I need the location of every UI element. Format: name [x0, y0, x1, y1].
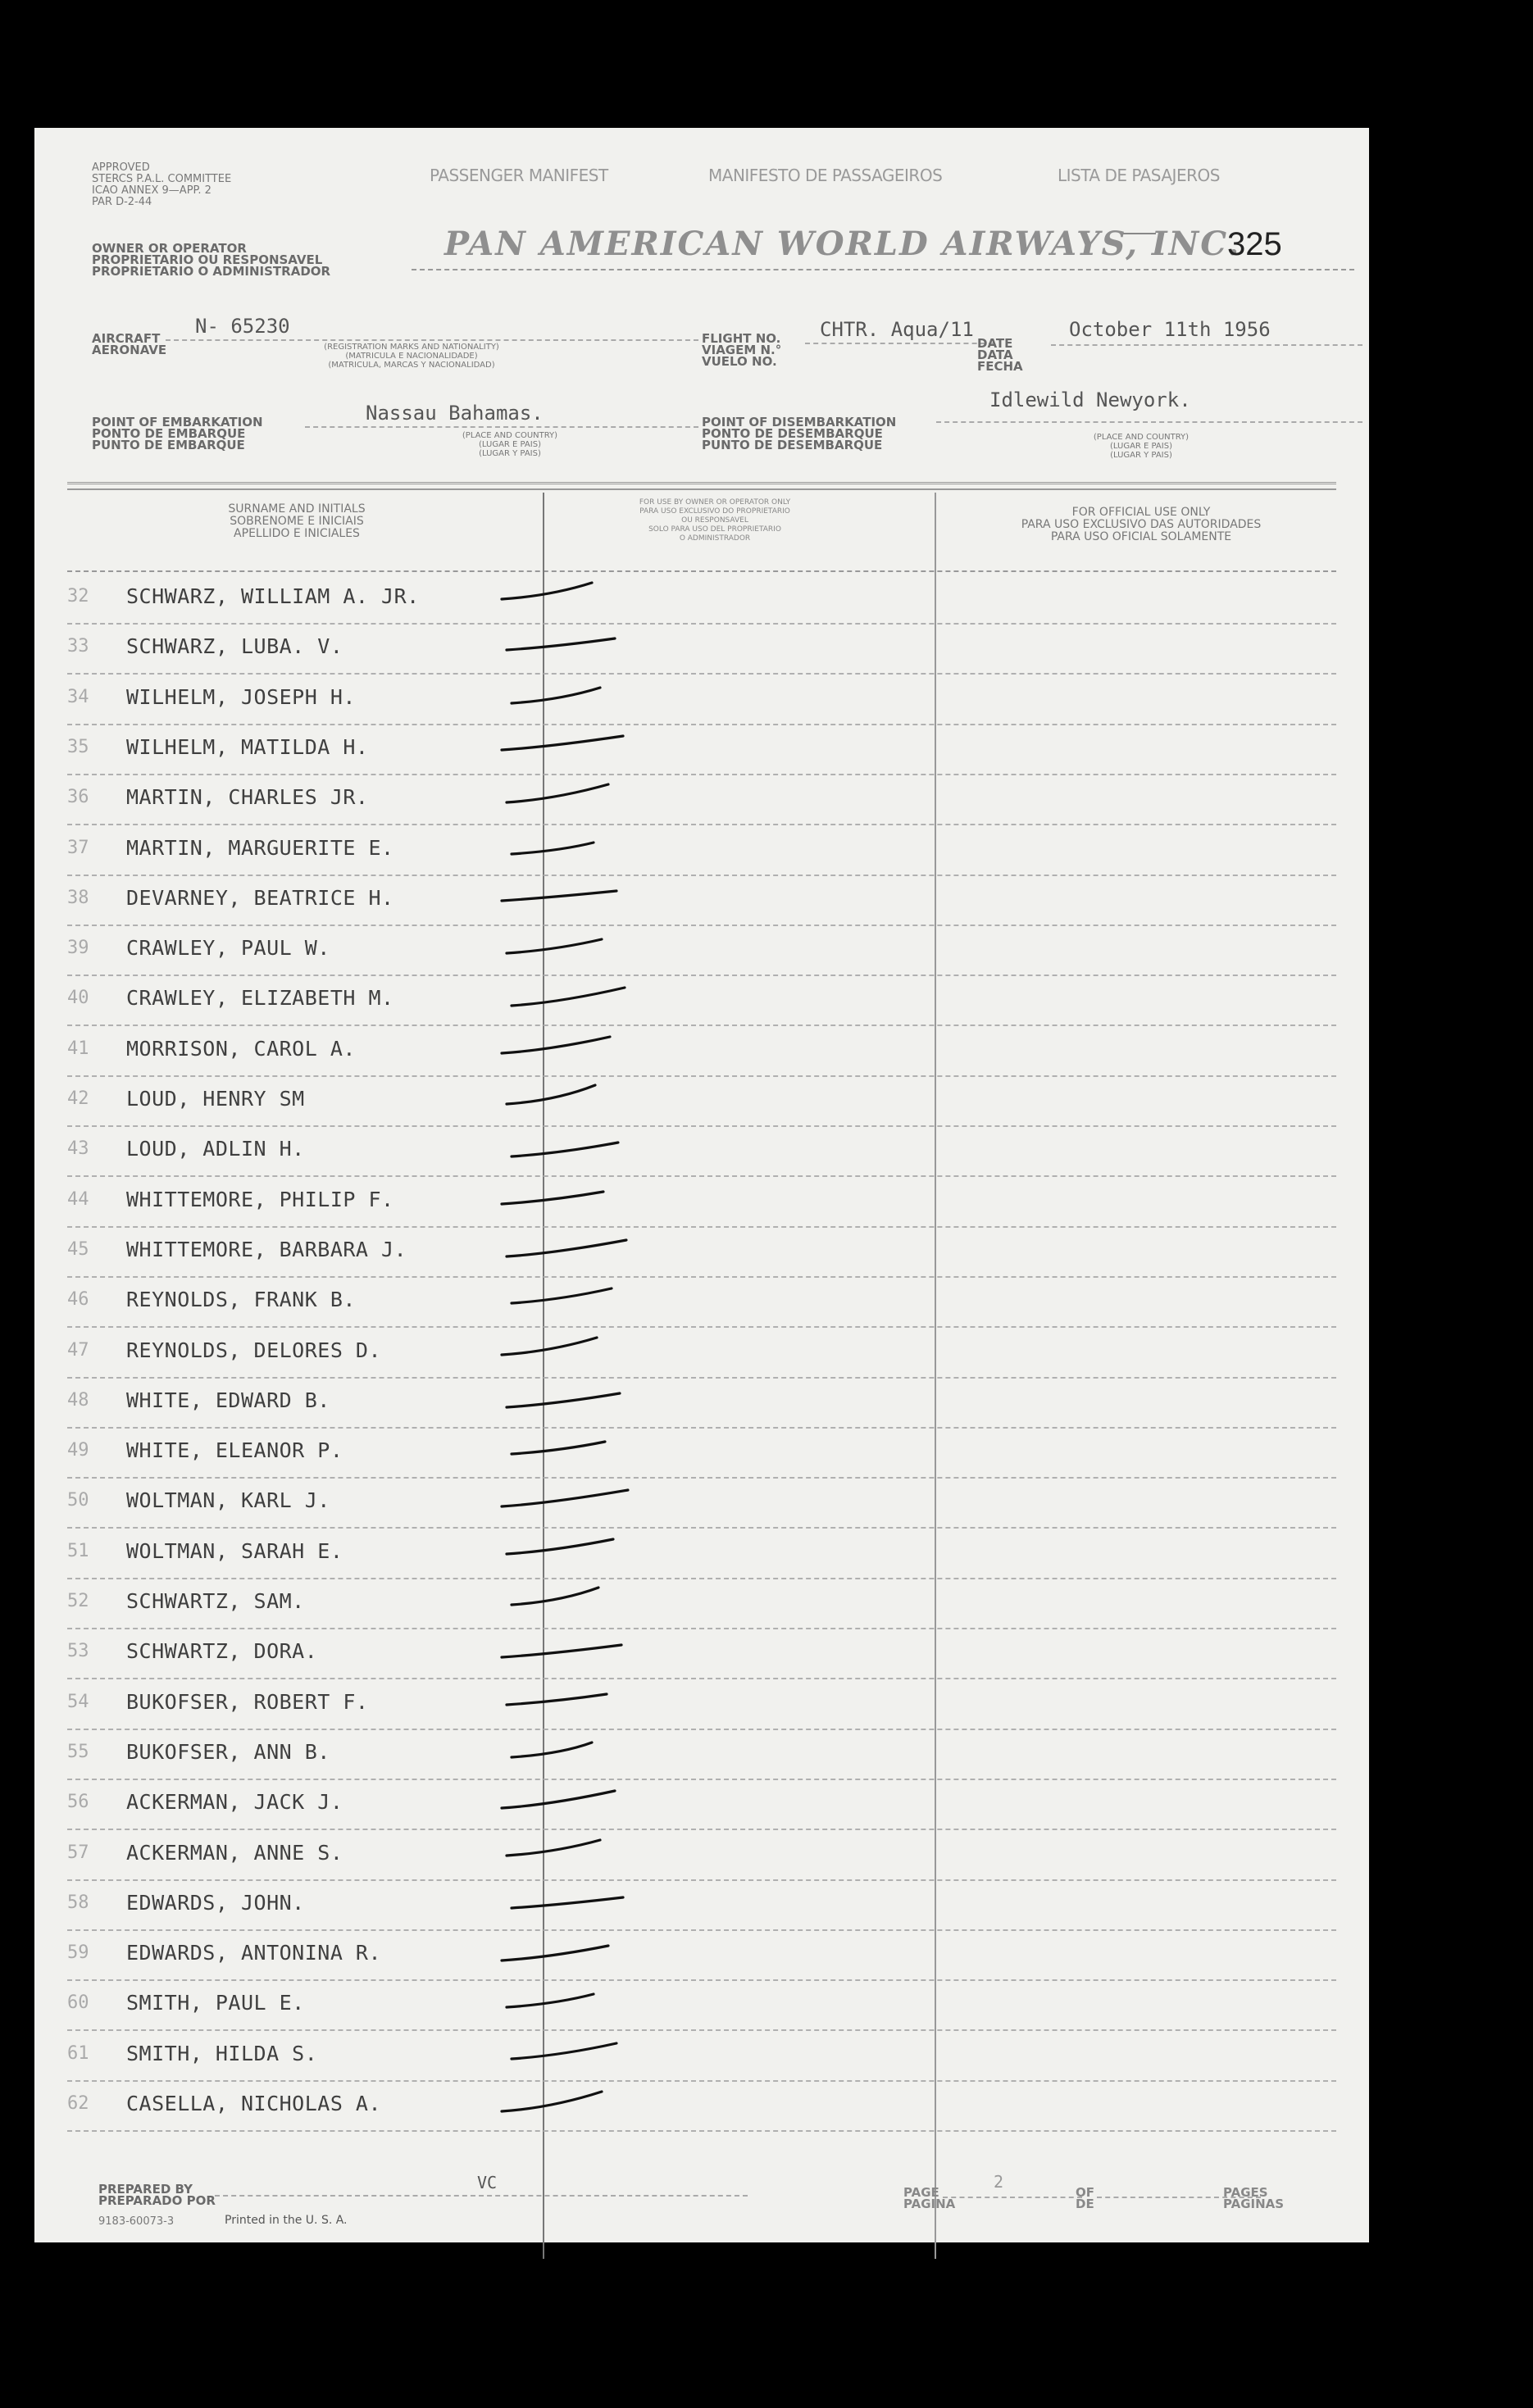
- passenger-name: SCHWARZ, LUBA. V.: [126, 634, 343, 659]
- table-row: [34, 1027, 1369, 1077]
- passenger-name: BUKOFSER, ROBERT F.: [126, 1689, 369, 1714]
- row-number: 39: [67, 938, 89, 959]
- row-number: 47: [67, 1339, 89, 1361]
- date-value: October 11th 1956: [1069, 318, 1271, 341]
- aircraft-caption: (REGISTRATION MARKS AND NATIONALITY) (MATRICULA E NACIONALIDADE) (MATRICULA, MARCAS Y NACIONALIDAD): [324, 343, 499, 370]
- table-row: [34, 876, 1369, 926]
- check-stroke: [512, 1897, 623, 1908]
- row-number: 60: [67, 1992, 89, 2014]
- table-row: [34, 1278, 1369, 1328]
- passenger-name: WOLTMAN, KARL J.: [126, 1488, 330, 1513]
- row-divider: [67, 2130, 1336, 2132]
- check-mark-icon: [494, 1022, 641, 1071]
- table-row: [34, 826, 1369, 876]
- table-row: [34, 1329, 1369, 1379]
- row-number: 38: [67, 887, 89, 908]
- table-row: [34, 1429, 1369, 1479]
- col-owner-header: FOR USE BY OWNER OR OPERATOR ONLY PARA USO EXCLUSIVO DO PROPRIETARIO OU RESPONSAVEL SOLO PARA USO DEL PROPRIETARIO O ADMINISTRADOR: [639, 498, 791, 543]
- approval-block: APPROVED STERCS P.A.L. COMMITTEE ICAO ANNEX 9—APP. 2 PAR D-2-44: [92, 161, 232, 208]
- check-mark-icon: [494, 2027, 641, 2076]
- check-stroke: [512, 1442, 605, 1454]
- passenger-name: SMITH, PAUL E.: [126, 1991, 305, 2015]
- table-row: [34, 1831, 1369, 1881]
- row-number: 58: [67, 1892, 89, 1913]
- check-mark-icon: [494, 1524, 641, 1574]
- passenger-name: MORRISON, CAROL A.: [126, 1036, 356, 1061]
- of-label: OF DE: [1076, 2185, 1094, 2211]
- passenger-name: WHITTEMORE, BARBARA J.: [126, 1237, 407, 1261]
- table-row: [34, 1529, 1369, 1579]
- passenger-name: CRAWLEY, PAUL W.: [126, 936, 330, 961]
- passenger-name: ACKERMAN, ANNE S.: [126, 1840, 343, 1865]
- check-mark-icon: [494, 871, 641, 920]
- check-stroke: [502, 1490, 628, 1506]
- embark-value: Nassau Bahamas.: [366, 402, 544, 425]
- check-stroke: [502, 1645, 621, 1657]
- embark-label: POINT OF EMBARKATION PONTO DE EMBARQUE PUNTO DE EMBARQUE: [92, 415, 263, 452]
- check-mark-icon: [494, 1424, 641, 1473]
- row-number: 46: [67, 1289, 89, 1311]
- table-row: [34, 1579, 1369, 1629]
- disembark-caption: (PLACE AND COUNTRY) (LUGAR E PAIS) (LUGAR Y PAIS): [1093, 433, 1190, 460]
- row-number: 36: [67, 787, 89, 808]
- check-mark-icon: [494, 1624, 641, 1674]
- table-row: [34, 1479, 1369, 1529]
- check-stroke: [512, 843, 594, 854]
- table-row: [34, 575, 1369, 625]
- col-official-header: FOR OFFICIAL USE ONLY PARA USO EXCLUSIVO DAS AUTORIDADES PARA USO OFICIAL SOLAMENTE: [1021, 506, 1262, 543]
- check-mark-icon: [494, 1273, 641, 1322]
- prepared-underline: [215, 2195, 748, 2197]
- check-stroke: [507, 939, 602, 953]
- passenger-name: EDWARDS, ANTONINA R.: [126, 1941, 382, 1965]
- table-top-rule: [67, 482, 1336, 484]
- check-stroke: [512, 1742, 592, 1757]
- check-stroke: [502, 2092, 602, 2111]
- passenger-name: BUKOFSER, ANN B.: [126, 1739, 330, 1764]
- page-underline: [943, 2197, 1082, 2198]
- col-surname-header: SURNAME AND INITIALS SOBRENOME E INICIAIS APELLIDO E INICIALES: [228, 502, 366, 540]
- check-mark-icon: [494, 1122, 641, 1171]
- check-mark-icon: [494, 1725, 641, 1774]
- row-number: 40: [67, 988, 89, 1009]
- table-top-rule-2: [67, 488, 1336, 490]
- row-number: 32: [67, 586, 89, 607]
- passenger-name: EDWARDS, JOHN.: [126, 1890, 305, 1915]
- check-stroke: [507, 1393, 620, 1407]
- check-stroke: [512, 988, 625, 1006]
- passenger-name: REYNOLDS, DELORES D.: [126, 1338, 382, 1362]
- row-number: 59: [67, 1942, 89, 1964]
- table-row: [34, 1881, 1369, 1931]
- check-mark-icon: [494, 720, 641, 770]
- check-mark-icon: [494, 921, 641, 970]
- pages-label: PAGES PAGINAS: [1223, 2185, 1285, 2211]
- table-row: [34, 1680, 1369, 1730]
- check-mark-icon: [494, 1374, 641, 1423]
- aircraft-label: AIRCRAFT AERONAVE: [92, 331, 167, 357]
- row-number: 45: [67, 1238, 89, 1260]
- page-value: 2: [994, 2172, 1004, 2192]
- check-mark-icon: [494, 620, 641, 669]
- title-english: PASSENGER MANIFEST: [430, 166, 608, 185]
- check-stroke: [507, 1085, 595, 1104]
- table-row: [34, 1127, 1369, 1177]
- check-mark-icon: [494, 1474, 641, 1523]
- passenger-name: WOLTMAN, SARAH E.: [126, 1538, 343, 1563]
- passenger-name: SCHWARTZ, DORA.: [126, 1639, 318, 1664]
- check-mark-icon: [494, 1876, 641, 1925]
- table-row: [34, 1178, 1369, 1228]
- company-name: PAN AMERICAN WORLD AIRWAYS, INC.: [444, 225, 1241, 263]
- table-row: [34, 1730, 1369, 1780]
- row-number: 37: [67, 837, 89, 858]
- row-number: 52: [67, 1591, 89, 1611]
- title-spanish: LISTA DE PASAJEROS: [1058, 166, 1220, 185]
- check-stroke: [502, 1946, 608, 1960]
- row-number: 41: [67, 1038, 89, 1059]
- title-portuguese: MANIFESTO DE PASSAGEIROS: [708, 166, 943, 185]
- table-row: [34, 1379, 1369, 1429]
- check-stroke: [507, 1994, 594, 2007]
- check-mark-icon: [494, 1072, 641, 1121]
- check-mark-icon: [494, 821, 641, 870]
- check-mark-icon: [494, 2077, 641, 2126]
- check-mark-icon: [494, 570, 641, 619]
- check-stroke: [507, 1539, 613, 1554]
- passenger-name: WHITTEMORE, PHILIP F.: [126, 1187, 394, 1211]
- check-mark-icon: [494, 971, 641, 1020]
- page-number: 325: [1227, 226, 1282, 262]
- check-mark-icon: [494, 1926, 641, 1975]
- prepared-label: PREPARED BY PREPARADO POR: [98, 2182, 216, 2208]
- check-stroke: [507, 638, 615, 650]
- check-stroke: [507, 1840, 600, 1856]
- table-row: [34, 625, 1369, 675]
- manifest-sheet: [34, 128, 1369, 2242]
- row-number: 56: [67, 1792, 89, 1813]
- check-mark-icon: [494, 1173, 641, 1222]
- passenger-name: MARTIN, MARGUERITE E.: [126, 835, 394, 860]
- check-mark-icon: [494, 1775, 641, 1824]
- check-stroke: [507, 1694, 607, 1705]
- owner-underline: [412, 269, 1354, 270]
- row-number: 51: [67, 1540, 89, 1561]
- page-number-dash: [1123, 233, 1156, 234]
- row-number: 53: [67, 1641, 89, 1662]
- printed-in: Printed in the U. S. A.: [225, 2214, 348, 2227]
- table-row: [34, 2082, 1369, 2132]
- aircraft-underline: [166, 339, 698, 341]
- table-row: [34, 775, 1369, 825]
- disembark-label: POINT OF DISEMBARKATION PONTO DE DESEMBARQUE PUNTO DE DESEMBARQUE: [702, 415, 897, 452]
- passenger-name: LOUD, ADLIN H.: [126, 1137, 305, 1161]
- check-stroke: [507, 1240, 626, 1256]
- disembark-value: Idlewild Newyork.: [989, 388, 1191, 411]
- check-mark-icon: [494, 770, 641, 820]
- passenger-name: LOUD, HENRY SM: [126, 1087, 305, 1111]
- passenger-name: CRAWLEY, ELIZABETH M.: [126, 986, 394, 1011]
- check-stroke: [512, 1288, 612, 1303]
- row-number: 54: [67, 1691, 89, 1712]
- flight-value: CHTR. Aqua/11: [820, 318, 974, 341]
- passenger-name: WHITE, EDWARD B.: [126, 1388, 330, 1412]
- table-row: [34, 1931, 1369, 1981]
- row-number: 50: [67, 1490, 89, 1511]
- row-number: 61: [67, 2042, 89, 2064]
- check-stroke: [502, 736, 623, 750]
- check-stroke: [512, 688, 600, 703]
- table-row: [34, 2032, 1369, 2082]
- check-mark-icon: [494, 1675, 641, 1724]
- check-mark-icon: [494, 670, 641, 720]
- check-mark-icon: [494, 1826, 641, 1875]
- passenger-name: WILHELM, MATILDA H.: [126, 734, 369, 759]
- owner-label: OWNER OR OPERATOR PROPRIETARIO OU RESPONSAVEL PROPRIETARIO O ADMINISTRADOR: [92, 241, 331, 279]
- row-number: 44: [67, 1188, 89, 1210]
- table-row: [34, 1780, 1369, 1830]
- check-stroke: [512, 2043, 616, 2059]
- check-stroke: [502, 1338, 597, 1355]
- row-number: 43: [67, 1138, 89, 1160]
- row-number: 49: [67, 1440, 89, 1461]
- row-number: 48: [67, 1389, 89, 1411]
- embark-underline: [305, 426, 698, 428]
- check-stroke: [502, 1037, 610, 1053]
- passenger-name: DEVARNEY, BEATRICE H.: [126, 885, 394, 910]
- check-stroke: [507, 784, 608, 802]
- check-mark-icon: [494, 1976, 641, 2025]
- check-stroke: [512, 1588, 598, 1605]
- header-bottom-rule: [67, 570, 1336, 572]
- row-number: 34: [67, 686, 89, 707]
- row-number: 42: [67, 1088, 89, 1109]
- table-row: [34, 976, 1369, 1026]
- flight-underline: [805, 343, 994, 344]
- passenger-name: WILHELM, JOSEPH H.: [126, 684, 356, 709]
- check-mark-icon: [494, 1324, 641, 1373]
- check-stroke: [502, 1791, 615, 1808]
- check-mark-icon: [494, 1223, 641, 1272]
- check-stroke: [502, 1192, 603, 1204]
- passenger-name: MARTIN, CHARLES JR.: [126, 785, 369, 810]
- passenger-name: REYNOLDS, FRANK B.: [126, 1288, 356, 1312]
- table-row: [34, 1228, 1369, 1278]
- check-stroke: [502, 583, 592, 599]
- row-number: 57: [67, 1842, 89, 1863]
- flight-label: FLIGHT NO. VIAGEM N.° VUELO NO.: [702, 331, 782, 369]
- table-row: [34, 1981, 1369, 2031]
- prepared-value: VC: [477, 2173, 498, 2192]
- passenger-name: SCHWARTZ, SAM.: [126, 1589, 305, 1613]
- table-row: [34, 725, 1369, 775]
- check-stroke: [512, 1143, 618, 1156]
- table-row: [34, 926, 1369, 976]
- row-number: 62: [67, 2093, 89, 2114]
- table-row: [34, 1629, 1369, 1679]
- date-label: DATE DATA FECHA: [977, 336, 1023, 374]
- passenger-name: SMITH, HILDA S.: [126, 2041, 318, 2065]
- passenger-name: WHITE, ELEANOR P.: [126, 1438, 343, 1463]
- aircraft-value: N- 65230: [195, 315, 290, 338]
- row-number: 35: [67, 736, 89, 757]
- table-row: [34, 1077, 1369, 1127]
- passenger-name: CASELLA, NICHOLAS A.: [126, 2092, 382, 2115]
- passenger-name: SCHWARZ, WILLIAM A. JR.: [126, 584, 420, 608]
- embark-caption: (PLACE AND COUNTRY) (LUGAR E PAIS) (LUGAR Y PAIS): [462, 431, 558, 458]
- form-code: 9183-60073-3: [98, 2215, 175, 2228]
- check-stroke: [502, 891, 616, 901]
- check-mark-icon: [494, 1574, 641, 1624]
- page-label: PAGE PAGINA: [903, 2185, 956, 2211]
- disembark-underline: [936, 421, 1362, 423]
- row-number: 55: [67, 1741, 89, 1762]
- row-number: 33: [67, 636, 89, 657]
- table-row: [34, 675, 1369, 725]
- passenger-name: ACKERMAN, JACK J.: [126, 1790, 343, 1815]
- date-underline: [1051, 344, 1362, 346]
